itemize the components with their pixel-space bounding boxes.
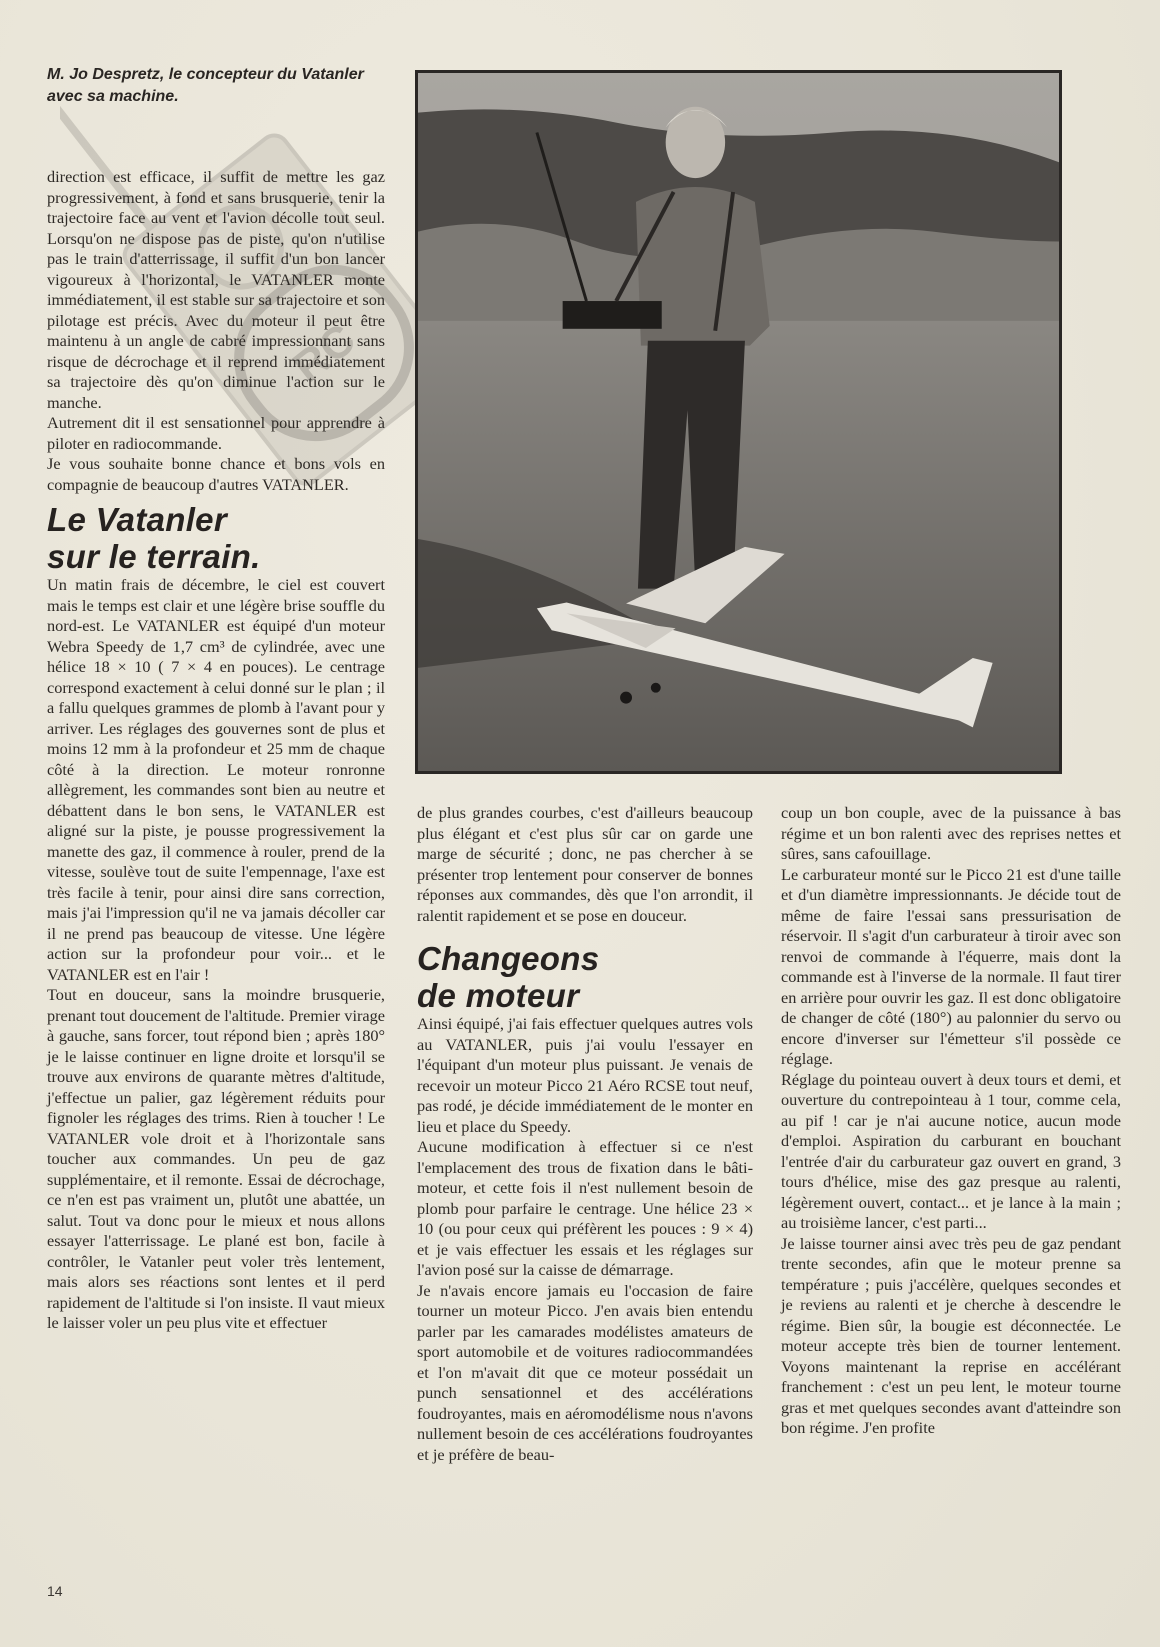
heading-line: de moteur [417,977,580,1014]
right-column [781,803,1121,1439]
middle-column [417,803,753,1465]
svg-text:RC: RC [284,314,365,393]
paragraph: Ainsi équipé, j'ai fais effectuer quelques autres vols au VATANLER, puis j'ai voulu l'essayer en l'équipant d'un moteur plus puissant. Je venais de recevoir un moteur Picco 21 Aéro RCSE tout neuf, pas rodé, je décide immédiatement de le monter en lieu et place du Speedy. [417,1014,753,1136]
heading-line: sur le terrain. [47,538,261,575]
paragraph: Autrement dit il est sensationnel pour apprendre à piloter en radiocommande. [47,413,385,453]
paragraph: Réglage du pointeau ouvert à deux tours et demi, et ouverture du contrepointeau à 1 tour, comme cela, au pif ! car je n'ai aucune notice, aucun mode d'emploi. Aspiration du carburant en bouchant l'entrée d'air du carburateur gaz ouvert en grand, 3 tours d'hélice, mise des gaz presque au ralenti, légèrement ouvert, contact... et je lance à la main ; au troisième lancer, c'est parti... [781,1069,1121,1232]
photo-image [418,73,1059,771]
article-photo [415,70,1062,774]
paragraph: coup un bon couple, avec de la puissance à bas régime et un bon ralenti avec des reprises nettes et sûres, sans cafouillage. [781,803,1121,863]
paragraph: Aucune modification à effectuer si ce n'est l'emplacement des trous de fixation dans le bâti-moteur, et cette fois il n'est nullement besoin de plomb pour parfaire le centrage. Une hélice 23 × 10 (ou pour ceux qui préfèrent les pouces : 9 × 4) et je vais effectuer les essais et les réglages sur l'avion posé sur la caisse de démarrage. [417,1137,753,1279]
paragraph: direction est efficace, il suffit de mettre les gaz progressivement, à fond et sans brusquerie, tenir la trajectoire face au vent et l'avion décolle tout seul. Lorsqu'on ne dispose pas de piste, qu'on n'utilise pas le train d'atterrissage, il suffit d'un bon lancer vigoureux à l'horizontal, le VATANLER monte immédiatement, il est stable sur sa trajectoire et son pilotage est précis. Avec du moteur il peut être maintenu à un angle de cabré impressionnant sans risque de décrochage et il reprend immédiatement sa trajectoire dès qu'on diminue l'action sur le manche. [47,167,385,412]
page-number: 14 [47,1583,63,1599]
heading-line: Le Vatanler [47,501,227,538]
paragraph: de plus grandes courbes, c'est d'ailleurs beaucoup plus élégant et c'est plus sûr car on garde une marge de sécurité ; donc, ne pas chercher à se présenter trop lentement pour conserver de bonnes réponses aux commandes, dès que l'on arrondit, il ralentit rapidement et se pose en douceur. [417,803,753,925]
paragraph: Je n'avais encore jamais eu l'occasion de faire tourner un moteur Picco. J'en avais bien entendu parler par les camarades modélistes amateurs de sport automobile et de voitures radiocommandées et l'on m'avait dit que ce moteur possédait un punch sensationnel et des accélérations foudroyantes, mais en aéromodélisme nous n'avons nullement besoin de ces accélérations foudroyantes et je préfère de beau- [417,1280,753,1464]
paragraph: Je laisse tourner ainsi avec très peu de gaz pendant trente secondes, afin que le moteur prenne sa température ; puis j'accélère, quelques secondes et je reviens au ralenti et je cherche à descendre le régime. Bien sûr, la bougie est déconnectée. Le moteur accepte très bien de tourner lentement. Voyons maintenant la reprise en accélérant franchement : c'est un peu lent, le moteur tourne gras et met quelques secondes avant d'atteindre son bon régime. J'en profite [781,1233,1121,1437]
paragraph: Le carburateur monté sur le Picco 21 est d'une taille et d'un diamètre impressionnants. Je décide tout de même de faire l'essai sans pressurisation de réservoir. Il s'agit d'un carburateur à tiroir avec son renvoi de commande à l'équerre, mais dont la commande est à l'inverse de la normale. Il faut tirer en arrière pour ouvrir les gaz. Il est donc obligatoire de changer de côté (180°) au palonnier du servo ou encore d'inverser sur l'émetteur s'il possède ce réglage. [781,864,1121,1068]
paragraph: Je vous souhaite bonne chance et bons vols en compagnie de beaucoup d'autres VATANLER. [47,454,385,494]
heading-line: Changeons [417,940,600,977]
section-heading-terrain [47,501,385,575]
left-column [47,167,385,1334]
paragraph: Tout en douceur, sans la moindre brusquerie, prenant tout doucement de l'altitude. Premier virage à gauche, sans forcer, tout répond bien ; après 180° je le laisse continuer en ligne droite et lorsqu'il se trouve aux environs de quarante mètres d'altitude, j'effectue un palier, gaz légèrement réduits pour fignoler les réglages des trims. Rien à toucher ! Le VATANLER vole droit et à l'horizontale sans toucher aux commandes. Un peu de gaz supplémentaire, et il remonte. Essai de décrochage, ce n'en est pas vraiment un, plutôt une abattée, un salut. Tout va donc pour le mieux et nous allons essayer l'atterrissage. Le plané est bon, facile à contrôler, le Vatanler peut voler très lentement, mais alors ses réactions sont lentes et il perd rapidement de l'altitude si l'on insiste. Il vaut mieux le laisser voler un peu plus vite et effectuer [47,985,385,1332]
section-heading-moteur [417,940,753,1014]
photo-caption: M. Jo Despretz, le concepteur du Vatanler avec sa machine. [47,66,364,105]
paragraph: Un matin frais de décembre, le ciel est couvert mais le temps est clair et une légère brise souffle du nord-est. Le VATANLER est équipé d'un moteur Webra Speedy de 1,7 cm³ de cylindrée, avec une hélice 18 × 10 ( 7 × 4 en pouces). Le centrage correspond exactement à celui donné sur le plan ; il a fallu quelques grammes de plomb à l'avant pour y arriver. Les réglages des gouvernes sont de plus et moins 12 mm à la profondeur et 25 mm de chaque côté à la direction. Le moteur ronronne allègrement, les commandes sont bien au neutre et débattent dans le bon sens, le VATANLER est aligné sur la piste, je pousse progressivement la manette des gaz, il commence à rouler, prend de la vitesse, soulève tout de suite l'empennage, l'axe est très facile à tenir, pour ainsi dire sans correction, mais j'ai l'impression qu'il ne va jamais décoller car il ne prend pas beaucoup de vitesse. Une légère action sur la profondeur pour voir... et le VATANLER est en l'air ! [47,575,385,984]
